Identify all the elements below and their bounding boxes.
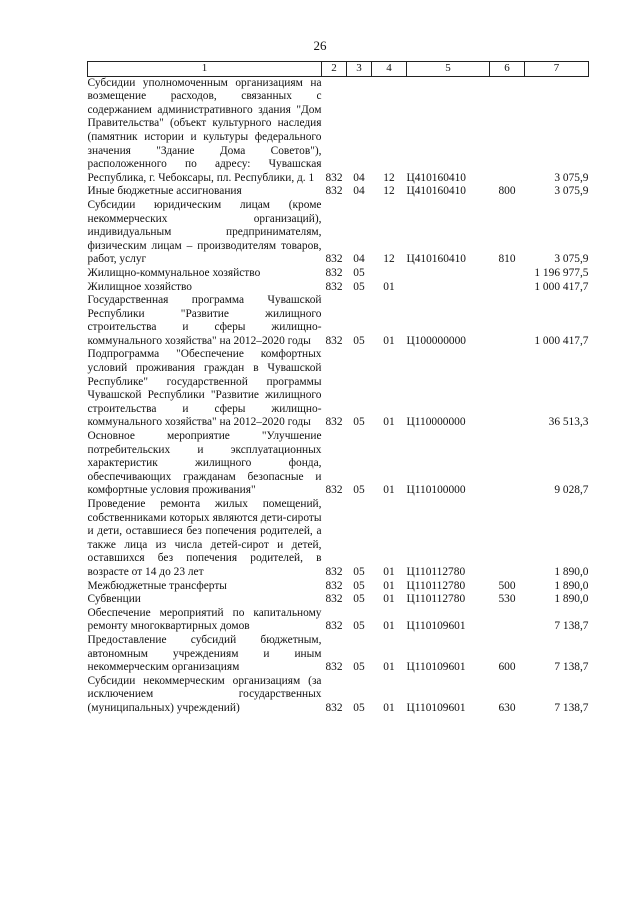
row-cell-col7: 7 138,7 [554, 701, 589, 714]
row-cell-col4: 01 [383, 334, 395, 347]
row-cell-col3: 05 [353, 701, 365, 714]
row-cell-col3: 05 [353, 579, 365, 592]
row-cell-col2: 832 [325, 185, 343, 198]
row-cell-col3: 04 [353, 185, 365, 198]
column-header-3: 3 [347, 62, 372, 77]
row-description: Субсидии юридическим лицам (кроме некоммерческих организаций), индивидуальным предпринимателям, физическим лицам – производителям товаров, работ, услуг [87, 198, 322, 266]
row-description: Жилищное хозяйство [87, 280, 193, 293]
row-cell-col7: 3 075,9 [554, 185, 589, 198]
row-cell-col3: 05 [353, 266, 365, 279]
row-cell-col5: Ц100000000 [406, 334, 466, 347]
column-header-2: 2 [322, 62, 347, 77]
column-header-1: 1 [88, 62, 322, 77]
row-cell-col4: 01 [383, 579, 395, 592]
row-cell-col7: 1 890,0 [554, 579, 589, 592]
row-cell-col2: 832 [325, 661, 343, 674]
row-cell-col6 [490, 267, 525, 281]
row-cell-col5 [407, 281, 490, 295]
row-cell-col6 [490, 281, 525, 295]
column-header-4: 4 [372, 62, 407, 77]
row-description: Государственная программа Чувашской Республики "Развитие жилищного строительства и сферы жилищно-коммунального хозяйства" на 2012–2020 годы [87, 294, 322, 347]
row-cell-col2: 832 [325, 620, 343, 633]
row-cell-col6 [490, 498, 525, 580]
row-cell-col2: 832 [325, 334, 343, 347]
row-cell-col5: Ц110112780 [406, 593, 466, 606]
table-header-row [88, 62, 589, 77]
row-cell-col7: 3 075,9 [554, 253, 589, 266]
table-row [88, 76, 589, 185]
row-cell-col2: 832 [325, 266, 343, 279]
row-cell-col4: 01 [383, 416, 395, 429]
row-cell-col2: 832 [325, 416, 343, 429]
row-cell-col6: 800 [498, 185, 516, 198]
row-cell-col2: 832 [325, 484, 343, 497]
row-cell-col4: 01 [383, 484, 395, 497]
row-cell-col4: 01 [383, 620, 395, 633]
row-cell-col7: 1 000 417,7 [534, 334, 589, 347]
row-description: Обеспечение мероприятий по капитальному ремонту многоквартирных домов [87, 606, 322, 633]
row-cell-col5: Ц110109601 [406, 701, 466, 714]
table-row [88, 675, 589, 716]
row-cell-col5: Ц410160410 [406, 185, 466, 198]
table-row [88, 593, 589, 607]
row-cell-col4: 01 [383, 280, 395, 293]
table-row [88, 580, 589, 594]
row-cell-col2: 832 [325, 280, 343, 293]
table-row [88, 348, 589, 430]
row-description: Субвенции [87, 593, 141, 606]
column-header-5: 5 [407, 62, 490, 77]
row-cell-col7: 1 196 977,5 [534, 266, 589, 279]
row-description: Субсидии уполномоченным организациям на возмещение расходов, связанных с содержанием административного здания "Дом Правительства" (объект культурного наследия (памятник истории и культуры федерального значения "Здание Дома Советов"), расположенного по адресу: Чувашская Республика, г. Чебоксары, пл. Республики, д. 1 [87, 76, 322, 184]
row-cell-col4: 12 [383, 185, 395, 198]
column-header-6: 6 [490, 62, 525, 77]
row-cell-col5: Ц410160410 [406, 253, 466, 266]
row-cell-col2: 832 [325, 565, 343, 578]
row-cell-col4 [372, 267, 407, 281]
row-cell-col4: 12 [383, 253, 395, 266]
row-cell-col3: 05 [353, 416, 365, 429]
row-description: Предоставление субсидий бюджетным, автономным учреждениям и иным некоммерческим организациям [87, 633, 322, 674]
row-cell-col5: Ц110100000 [406, 484, 466, 497]
row-cell-col4: 01 [383, 593, 395, 606]
row-cell-col6 [490, 76, 525, 185]
row-cell-col5: Ц110109601 [406, 661, 466, 674]
table-row [88, 185, 589, 199]
table-row [88, 294, 589, 348]
row-cell-col6: 810 [498, 253, 516, 266]
row-cell-col7: 7 138,7 [554, 620, 589, 633]
row-cell-col6: 600 [498, 661, 516, 674]
column-header-7: 7 [525, 62, 589, 77]
table-row [88, 498, 589, 580]
row-description: Иные бюджетные ассигнования [87, 185, 242, 198]
row-cell-col5: Ц110112780 [406, 579, 466, 592]
row-cell-col2: 832 [325, 593, 343, 606]
row-cell-col5: Ц110000000 [406, 416, 466, 429]
row-cell-col7: 3 075,9 [554, 171, 589, 184]
row-cell-col4: 12 [383, 171, 395, 184]
page-number: 26 [313, 38, 327, 53]
row-cell-col6 [490, 430, 525, 498]
table-row [88, 430, 589, 498]
table-row [88, 281, 589, 295]
row-cell-col7: 1 890,0 [554, 593, 589, 606]
row-cell-col6: 630 [498, 701, 516, 714]
row-cell-col4: 01 [383, 701, 395, 714]
row-cell-col5 [407, 267, 490, 281]
row-cell-col3: 05 [353, 620, 365, 633]
row-cell-col2: 832 [325, 171, 343, 184]
row-cell-col7: 9 028,7 [554, 484, 589, 497]
row-cell-col3: 05 [353, 484, 365, 497]
row-description: Субсидии некоммерческим организациям (за исключением государственных (муниципальных) учреждений) [87, 674, 322, 714]
row-cell-col2: 832 [325, 253, 343, 266]
row-cell-col7: 1 890,0 [554, 565, 589, 578]
row-description: Основное мероприятие "Улучшение потребительских и эксплуатационных характеристик жилищного фонда, обеспечивающих гражданам безопасные и комфортные условия проживания" [87, 430, 322, 497]
row-cell-col6 [490, 294, 525, 348]
row-cell-col7: 36 513,3 [548, 416, 589, 429]
row-cell-col5: Ц110109601 [406, 620, 466, 633]
row-cell-col5: Ц410160410 [406, 171, 466, 184]
budget-table [87, 61, 589, 716]
row-cell-col3: 05 [353, 661, 365, 674]
table-row [88, 267, 589, 281]
row-cell-col5: Ц110112780 [406, 565, 466, 578]
row-cell-col4: 01 [383, 661, 395, 674]
table-row [88, 199, 589, 267]
row-cell-col6 [490, 607, 525, 634]
row-cell-col3: 04 [353, 171, 365, 184]
row-cell-col6 [490, 348, 525, 430]
table-row [88, 607, 589, 634]
row-cell-col3: 05 [353, 280, 365, 293]
row-cell-col6: 530 [498, 593, 516, 606]
row-description: Жилищно-коммунальное хозяйство [87, 266, 261, 279]
row-cell-col3: 04 [353, 253, 365, 266]
row-cell-col7: 1 000 417,7 [534, 280, 589, 293]
row-description: Подпрограмма "Обеспечение комфортных условий проживания граждан в Чувашской Республике" государственной программы Чувашской Республики "Развитие жилищного строительства и сферы жилищно-коммунального хозяйства" на 2012–2020 годы [87, 348, 322, 429]
row-cell-col7: 7 138,7 [554, 661, 589, 674]
row-description: Межбюджетные трансферты [87, 579, 227, 592]
row-cell-col3: 05 [353, 334, 365, 347]
row-cell-col6: 500 [498, 579, 516, 592]
row-cell-col3: 05 [353, 565, 365, 578]
row-description: Проведение ремонта жилых помещений, собственниками которых являются дети-сироты и дети, оставшиеся без попечения родителей, а также лица из числа детей-сирот и детей, оставшихся без попечения родителей, в возрасте от 14 до 23 лет [87, 498, 322, 578]
table-row [88, 634, 589, 675]
row-cell-col4: 01 [383, 565, 395, 578]
row-cell-col2: 832 [325, 579, 343, 592]
row-cell-col3: 05 [353, 593, 365, 606]
row-cell-col2: 832 [325, 701, 343, 714]
